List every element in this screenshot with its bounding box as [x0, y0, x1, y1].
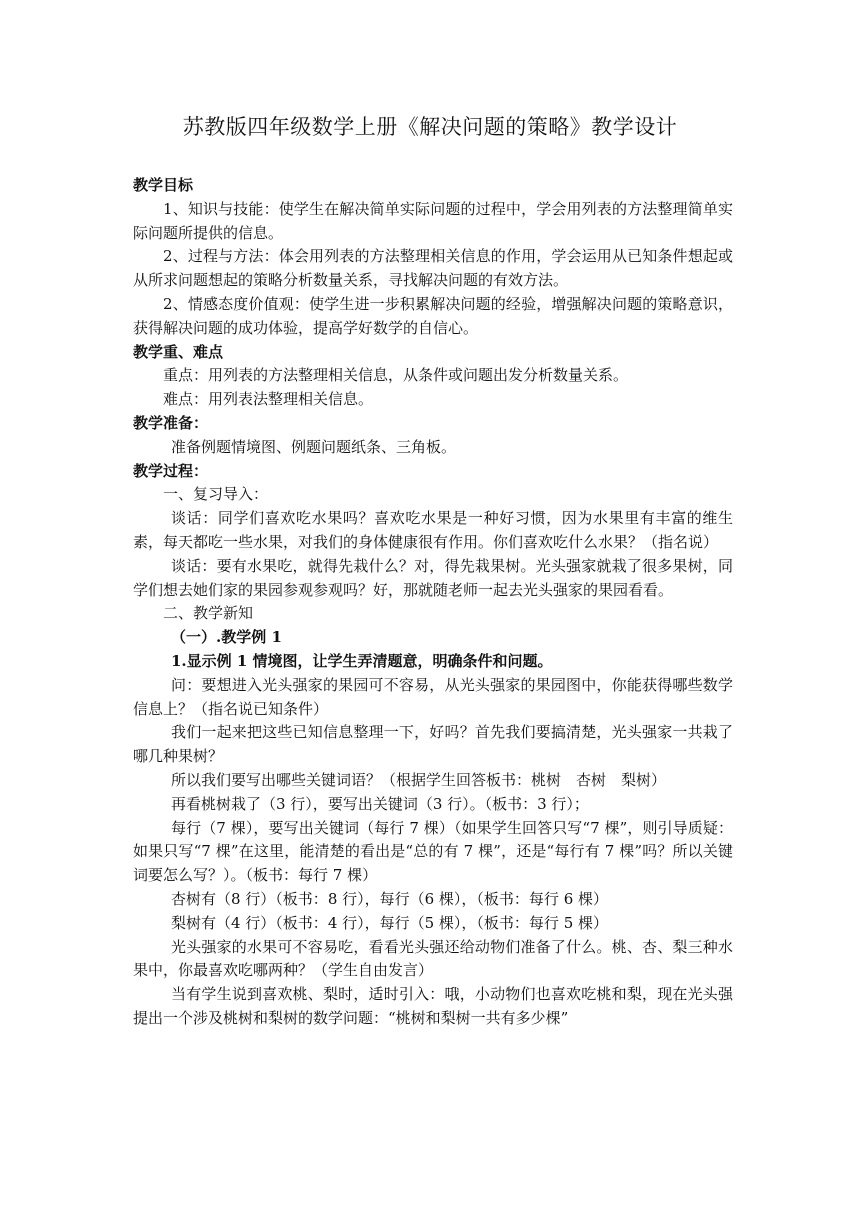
body-paragraph: 问：要想进入光头强家的果园可不容易，从光头强家的果园图中，你能获得哪些数学信息上？（指名说已知条件）	[133, 675, 733, 718]
body-paragraph: 每行（7 棵），要写出关键词（每行 7 棵）（如果学生回答只写“7 棵”，则引导质疑：如果只写“7 棵”在这里，能清楚的看出是“总的有 7 棵”，还是“每行有 7 棵”吗？所以关键词要怎么写？）。（板书：每行 7 棵）	[133, 818, 733, 885]
body-paragraph: 光头强家的水果可不容易吃，看看光头强还给动物们准备了什么。桃、杏、梨三种水果中，你最喜欢吃哪两种？（学生自由发言）	[133, 937, 733, 980]
document-title: 苏教版四年级数学上册《解决问题的策略》教学设计	[182, 115, 678, 139]
section-heading: 教学过程：	[133, 461, 209, 480]
body-paragraph: 2、过程与方法：体会用列表的方法整理相关信息的作用，学会运用从已知条件想起或从所求问题想起的策略分析数量关系，寻找解决问题的有效方法。	[133, 247, 733, 290]
section-heading: 教学目标	[133, 176, 194, 194]
body-paragraph: （一）.教学例 1	[171, 628, 282, 647]
body-paragraph: 谈话：要有水果吃，就得先栽什么？对，得先栽果树。光头强家就栽了很多果树，同学们想去她们家的果园参观参观吗？好，那就随老师一起去光头强家的果园看看。	[133, 556, 733, 599]
body-paragraph: 梨树有（4 行）（板书：4 行），每行（5 棵），（板书：每行 5 棵）	[171, 913, 609, 932]
body-paragraph: 再看桃树栽了（3 行），要写出关键词（3 行）。（板书：3 行）；	[171, 794, 589, 813]
body-paragraph: 二、教学新知	[163, 604, 254, 623]
body-paragraph: 一、复习导入：	[163, 485, 269, 504]
body-paragraph: 杏树有（8 行）（板书：8 行），每行（6 棵），（板书：每行 6 棵）	[171, 889, 609, 908]
section-heading: 教学准备：	[133, 413, 209, 432]
body-paragraph: 我们一起来把这些已知信息整理一下，好吗？首先我们要搞清楚，光头强家一共栽了哪几种果树？	[133, 723, 733, 766]
body-paragraph: 谈话：同学们喜欢吃水果吗？喜欢吃水果是一种好习惯，因为水果里有丰富的维生素，每天都吃一些水果，对我们的身体健康很有作用。你们喜欢吃什么水果？（指名说）	[133, 509, 733, 551]
body-paragraph: 当有学生说到喜欢桃、梨时，适时引入：哦，小动物们也喜欢吃桃和梨，现在光头强提出一个涉及桃树和梨树的数学问题：“桃树和梨树一共有多少棵”	[133, 985, 733, 1027]
body-paragraph: 所以我们要写出哪些关键词语？（根据学生回答板书：桃树 杏树 梨树）	[171, 770, 667, 789]
body-paragraph: 1.显示例 1 情境图，让学生弄清题意，明确条件和问题。	[171, 651, 553, 670]
body-paragraph: 2、情感态度价值观：使学生进一步积累解决问题的经验，增强解决问题的策略意识，获得解决问题的成功体验，提高学好数学的自信心。	[133, 294, 733, 337]
body-paragraph: 准备例题情境图、例题问题纸条、三角板。	[171, 437, 457, 456]
body-paragraph: 难点：用列表法整理相关信息。	[163, 390, 374, 409]
section-heading: 教学重、难点	[133, 342, 224, 361]
body-paragraph: 1、知识与技能：使学生在解决简单实际问题的过程中，学会用列表的方法整理简单实际问题所提供的信息。	[133, 199, 733, 242]
body-paragraph: 重点：用列表的方法整理相关信息，从条件或问题出发分析数量关系。	[163, 366, 629, 385]
document-body	[133, 174, 733, 1031]
